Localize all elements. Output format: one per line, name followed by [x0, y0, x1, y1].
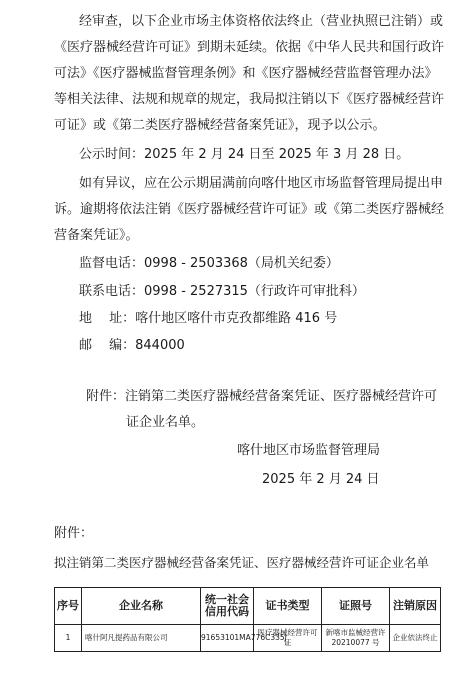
table-header-row — [55, 588, 441, 625]
header-credit-code: 统一社会信用代码 — [201, 588, 254, 625]
revocation-table — [54, 587, 441, 652]
attachment-note: 证企业名单。 — [126, 415, 205, 430]
paragraph-line: 营备案凭证》。 — [54, 228, 139, 243]
cell-license-number: 新喀市监械经营许 20210077 号 — [322, 625, 390, 652]
header-index: 序号 — [55, 588, 82, 625]
paragraph-line: 经审查，以下企业市场主体资格依法终止（营业执照已注销）或 — [79, 14, 444, 29]
header-revocation-reason: 注销原因 — [390, 588, 441, 625]
header-license-number: 证照号 — [322, 588, 390, 625]
address: 地 址：喀什地区喀什市克孜都维路 416 号 — [79, 311, 338, 326]
cell-certificate-type: 医疗器械经营许可证 — [254, 625, 322, 652]
postal-code: 邮 编：844000 — [79, 338, 185, 353]
supervision-phone: 监督电话：0998 - 2503368（局机关纪委） — [79, 256, 339, 271]
issue-date: 2025 年 2 月 24 日 — [262, 472, 380, 487]
paragraph-line: 如有异议，应在公示期届满前向喀什地区市场监督管理局提出申 — [79, 176, 444, 191]
paragraph-line: 《医疗器械经营许可证》到期未延续。依据《中华人民共和国行政许 — [54, 40, 445, 55]
header-certificate-type: 证书类型 — [254, 588, 322, 625]
paragraph-line: 等相关法律、法规和规章的规定，我局拟注销以下《医疗器械经营许 — [54, 92, 445, 107]
cell-credit-code: 91653101MA776C335J — [201, 625, 254, 652]
paragraph-line: 可法》《医疗器械监督管理条例》和《医疗器械经营监督管理办法》 — [54, 66, 438, 81]
cell-index: 1 — [55, 625, 82, 652]
publicity-period: 公示时间：2025 年 2 月 24 日至 2025 年 3 月 28 日。 — [79, 147, 410, 162]
cell-revocation-reason: 企业依法终止 — [390, 625, 441, 652]
cell-company-name: 喀什阿凡提药品有限公司 — [82, 625, 201, 652]
contact-phone: 联系电话：0998 - 2527315（行政许可审批科） — [79, 284, 365, 299]
appendix-title: 拟注销第二类医疗器械经营备案凭证、医疗器械经营许可证企业名单 — [54, 555, 430, 570]
paragraph-line: 诉。逾期将依法注销《医疗器械经营许可证》或《第二类医疗器械经 — [54, 202, 445, 217]
header-company-name: 企业名称 — [82, 588, 201, 625]
attachment-note: 附件：注销第二类医疗器械经营备案凭证、医疗器械经营许可 — [86, 389, 438, 404]
appendix-label: 附件： — [54, 526, 94, 541]
issuing-authority: 喀什地区市场监督管理局 — [237, 443, 381, 458]
table-row — [55, 625, 441, 652]
paragraph-line: 可证》或《第二类医疗器械经营备案凭证》，现予以公示。 — [54, 118, 386, 133]
